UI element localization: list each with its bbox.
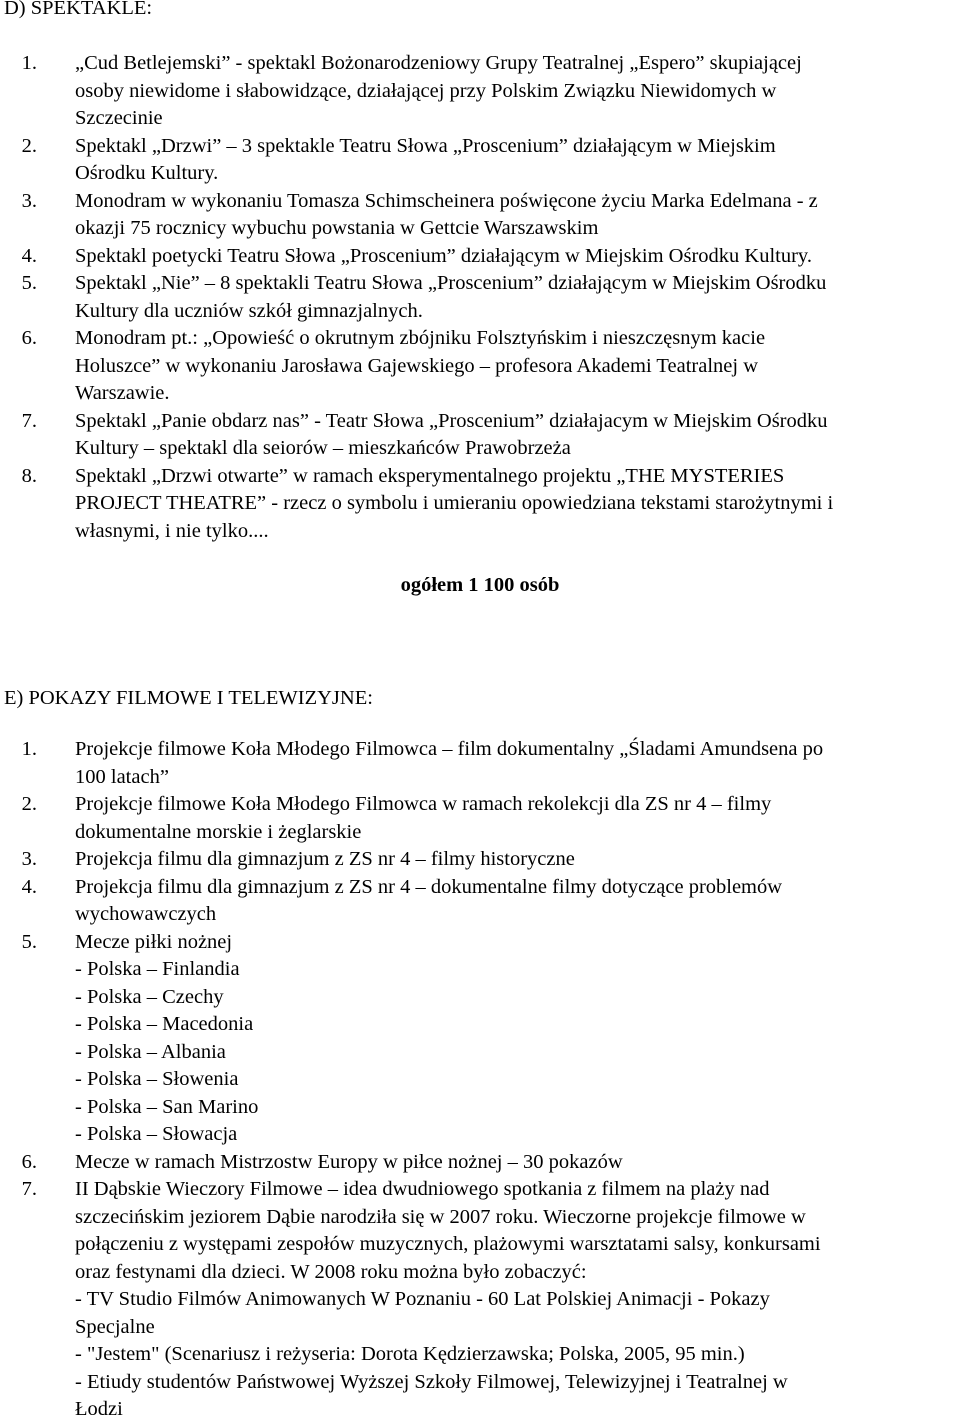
item-text — [75, 1176, 955, 1424]
item-line: Ośrodku Kultury. — [75, 162, 219, 184]
item-text — [75, 270, 955, 325]
item-number: 6. — [21, 1150, 37, 1173]
item-number: 3. — [21, 189, 37, 212]
list-item — [0, 736, 960, 791]
list-item — [0, 791, 960, 846]
spektakle-list — [0, 50, 960, 545]
item-line: osoby niewidome i słabowidzące, działającej przy Polskim Związku Niewidomych w — [75, 79, 777, 102]
item-line: „Cud Betlejemski” - spektakl Bożonarodzeniowy Grupy Teatralnej „Espero” skupiającej — [75, 52, 802, 74]
list-item — [0, 243, 960, 271]
item-line: - Polska – Czechy — [75, 985, 224, 1008]
list-item — [0, 463, 960, 546]
item-line: Mecze w ramach Mistrzostw Europy w piłce nożnej – 30 pokazów — [75, 1150, 623, 1173]
item-line: Kultury – spektakl dla seiorów – mieszkańców Prawobrzeża — [75, 437, 571, 459]
item-text — [75, 408, 955, 463]
item-line: własnymi, i nie tylko.... — [75, 519, 269, 542]
pokazy-list — [0, 736, 960, 1424]
section-heading-spektakle: D) SPEKTAKLE: — [4, 0, 153, 19]
item-number: 5. — [21, 272, 37, 294]
item-text — [75, 188, 955, 243]
item-number: 6. — [21, 327, 37, 349]
item-text — [75, 133, 955, 188]
item-line: - Etiudy studentów Państwowej Wyższej Szkoły Filmowej, Telewizyjnej i Teatralnej w — [75, 1370, 788, 1393]
item-line: szczecińskim jeziorem Dąbie narodziła się w 2007 roku. Wieczorne projekcje filmowe w — [75, 1205, 806, 1228]
item-line: Projekcja filmu dla gimnazjum z ZS nr 4 – dokumentalne filmy dotyczące problemów — [75, 875, 783, 898]
item-line: - Polska – San Marino — [75, 1095, 259, 1118]
item-number: 4. — [21, 875, 37, 898]
item-number: 1. — [21, 52, 37, 74]
item-line: Spektakl „Drzwi” – 3 spektakle Teatru Słowa „Proscenium” działającym w Miejskim — [75, 134, 776, 157]
list-item — [0, 408, 960, 463]
item-line: oraz festynami dla dzieci. W 2008 roku można było zobaczyć: — [75, 1260, 587, 1283]
item-line: Szczecinie — [75, 107, 163, 129]
item-line: - Polska – Albania — [75, 1040, 226, 1063]
item-text — [75, 929, 955, 1149]
item-line: okazji 75 rocznicy wybuchu powstania w Gettcie Warszawskim — [75, 217, 599, 239]
item-line: II Dąbskie Wieczory Filmowe – idea dwudniowego spotkania z filmem na plaży nad — [75, 1178, 770, 1200]
item-text — [75, 325, 955, 408]
item-line: Projekcje filmowe Koła Młodego Filmowca – film dokumentalny „Śladami Amundsena po — [75, 738, 824, 760]
item-line: Projekcja filmu dla gimnazjum z ZS nr 4 – filmy historyczne — [75, 848, 575, 870]
list-item — [0, 1149, 960, 1177]
item-number: 7. — [21, 1178, 37, 1200]
item-line: - Polska – Finlandia — [75, 958, 240, 980]
item-number: 2. — [21, 134, 37, 157]
item-line: Projekcje filmowe Koła Młodego Filmowca w ramach rekolekcji dla ZS nr 4 – filmy — [75, 793, 772, 815]
item-text — [75, 736, 955, 791]
item-line: - Polska – Słowacja — [75, 1123, 238, 1145]
item-line: Holuszce” w wykonaniu Jarosława Gajewskiego – profesora Akademi Teatralnej w — [75, 354, 759, 377]
item-text — [75, 791, 955, 846]
list-item — [0, 1176, 960, 1424]
item-text — [75, 50, 955, 133]
item-line: Monodram w wykonaniu Tomasza Schimscheinera poświęcone życiu Marka Edelmana - z — [75, 189, 818, 212]
item-line: wychowawczych — [75, 903, 217, 925]
item-number: 1. — [21, 738, 37, 760]
list-item — [0, 846, 960, 874]
item-text — [75, 1149, 955, 1177]
total-audience: ogółem 1 100 osób — [400, 574, 560, 596]
item-text — [75, 846, 955, 874]
list-item — [0, 133, 960, 188]
list-item — [0, 188, 960, 243]
item-number: 8. — [21, 464, 37, 487]
item-line: PROJECT THEATRE” - rzecz o symbolu i umieraniu opowiedziana tekstami starożytnymi i — [75, 492, 834, 514]
item-line: Monodram pt.: „Opowieść o okrutnym zbójniku Folsztyńskim i nieszczęsnym kacie — [75, 327, 766, 349]
item-line: - TV Studio Filmów Animowanych W Poznaniu - 60 Lat Polskiej Animacji - Pokazy — [75, 1288, 770, 1310]
item-text — [75, 243, 955, 271]
item-line: Warszawie. — [75, 382, 170, 404]
item-line: - Polska – Macedonia — [75, 1013, 254, 1035]
item-line: Spektakl poetycki Teatru Słowa „Proscenium” działającym w Miejskim Ośrodku Kultury. — [75, 244, 812, 267]
item-line: dokumentalne morskie i żeglarskie — [75, 820, 362, 843]
item-line: Mecze piłki nożnej — [75, 930, 233, 953]
list-item — [0, 270, 960, 325]
item-number: 2. — [21, 793, 37, 815]
list-item — [0, 325, 960, 408]
item-line: Kultury dla uczniów szkół gimnazjalnych. — [75, 299, 423, 322]
item-line: Spektakl „Panie obdarz nas” - Teatr Słowa „Proscenium” działajacym w Miejskim Ośrodku — [75, 409, 828, 432]
item-text — [75, 463, 955, 546]
item-line: - "Jestem" (Scenariusz i reżyseria: Dorota Kędzierzawska; Polska, 2005, 95 min.) — [75, 1343, 745, 1365]
item-number: 3. — [21, 848, 37, 870]
item-text — [75, 874, 955, 929]
list-item — [0, 50, 960, 133]
item-line: połączeniu z występami zespołów muzycznych, plażowymi warsztatami salsy, konkursami — [75, 1233, 821, 1255]
list-item — [0, 874, 960, 929]
item-line: 100 latach” — [75, 765, 169, 788]
section-heading-pokazy: E) POKAZY FILMOWE I TELEWIZYJNE: — [4, 687, 373, 709]
item-line: - Polska – Słowenia — [75, 1068, 239, 1090]
item-number: 7. — [21, 409, 37, 432]
item-line: Spektakl „Nie” – 8 spektakli Teatru Słowa „Proscenium” działającym w Miejskim Ośrodku — [75, 272, 827, 294]
item-number: 5. — [21, 930, 37, 953]
item-line: Specjalne — [75, 1315, 155, 1338]
item-line: Spektakl „Drzwi otwarte” w ramach eksperymentalnego projektu „THE MYSTERIES — [75, 464, 785, 487]
item-number: 4. — [21, 244, 37, 267]
list-item — [0, 929, 960, 1149]
item-line: Łodzi — [75, 1398, 123, 1420]
